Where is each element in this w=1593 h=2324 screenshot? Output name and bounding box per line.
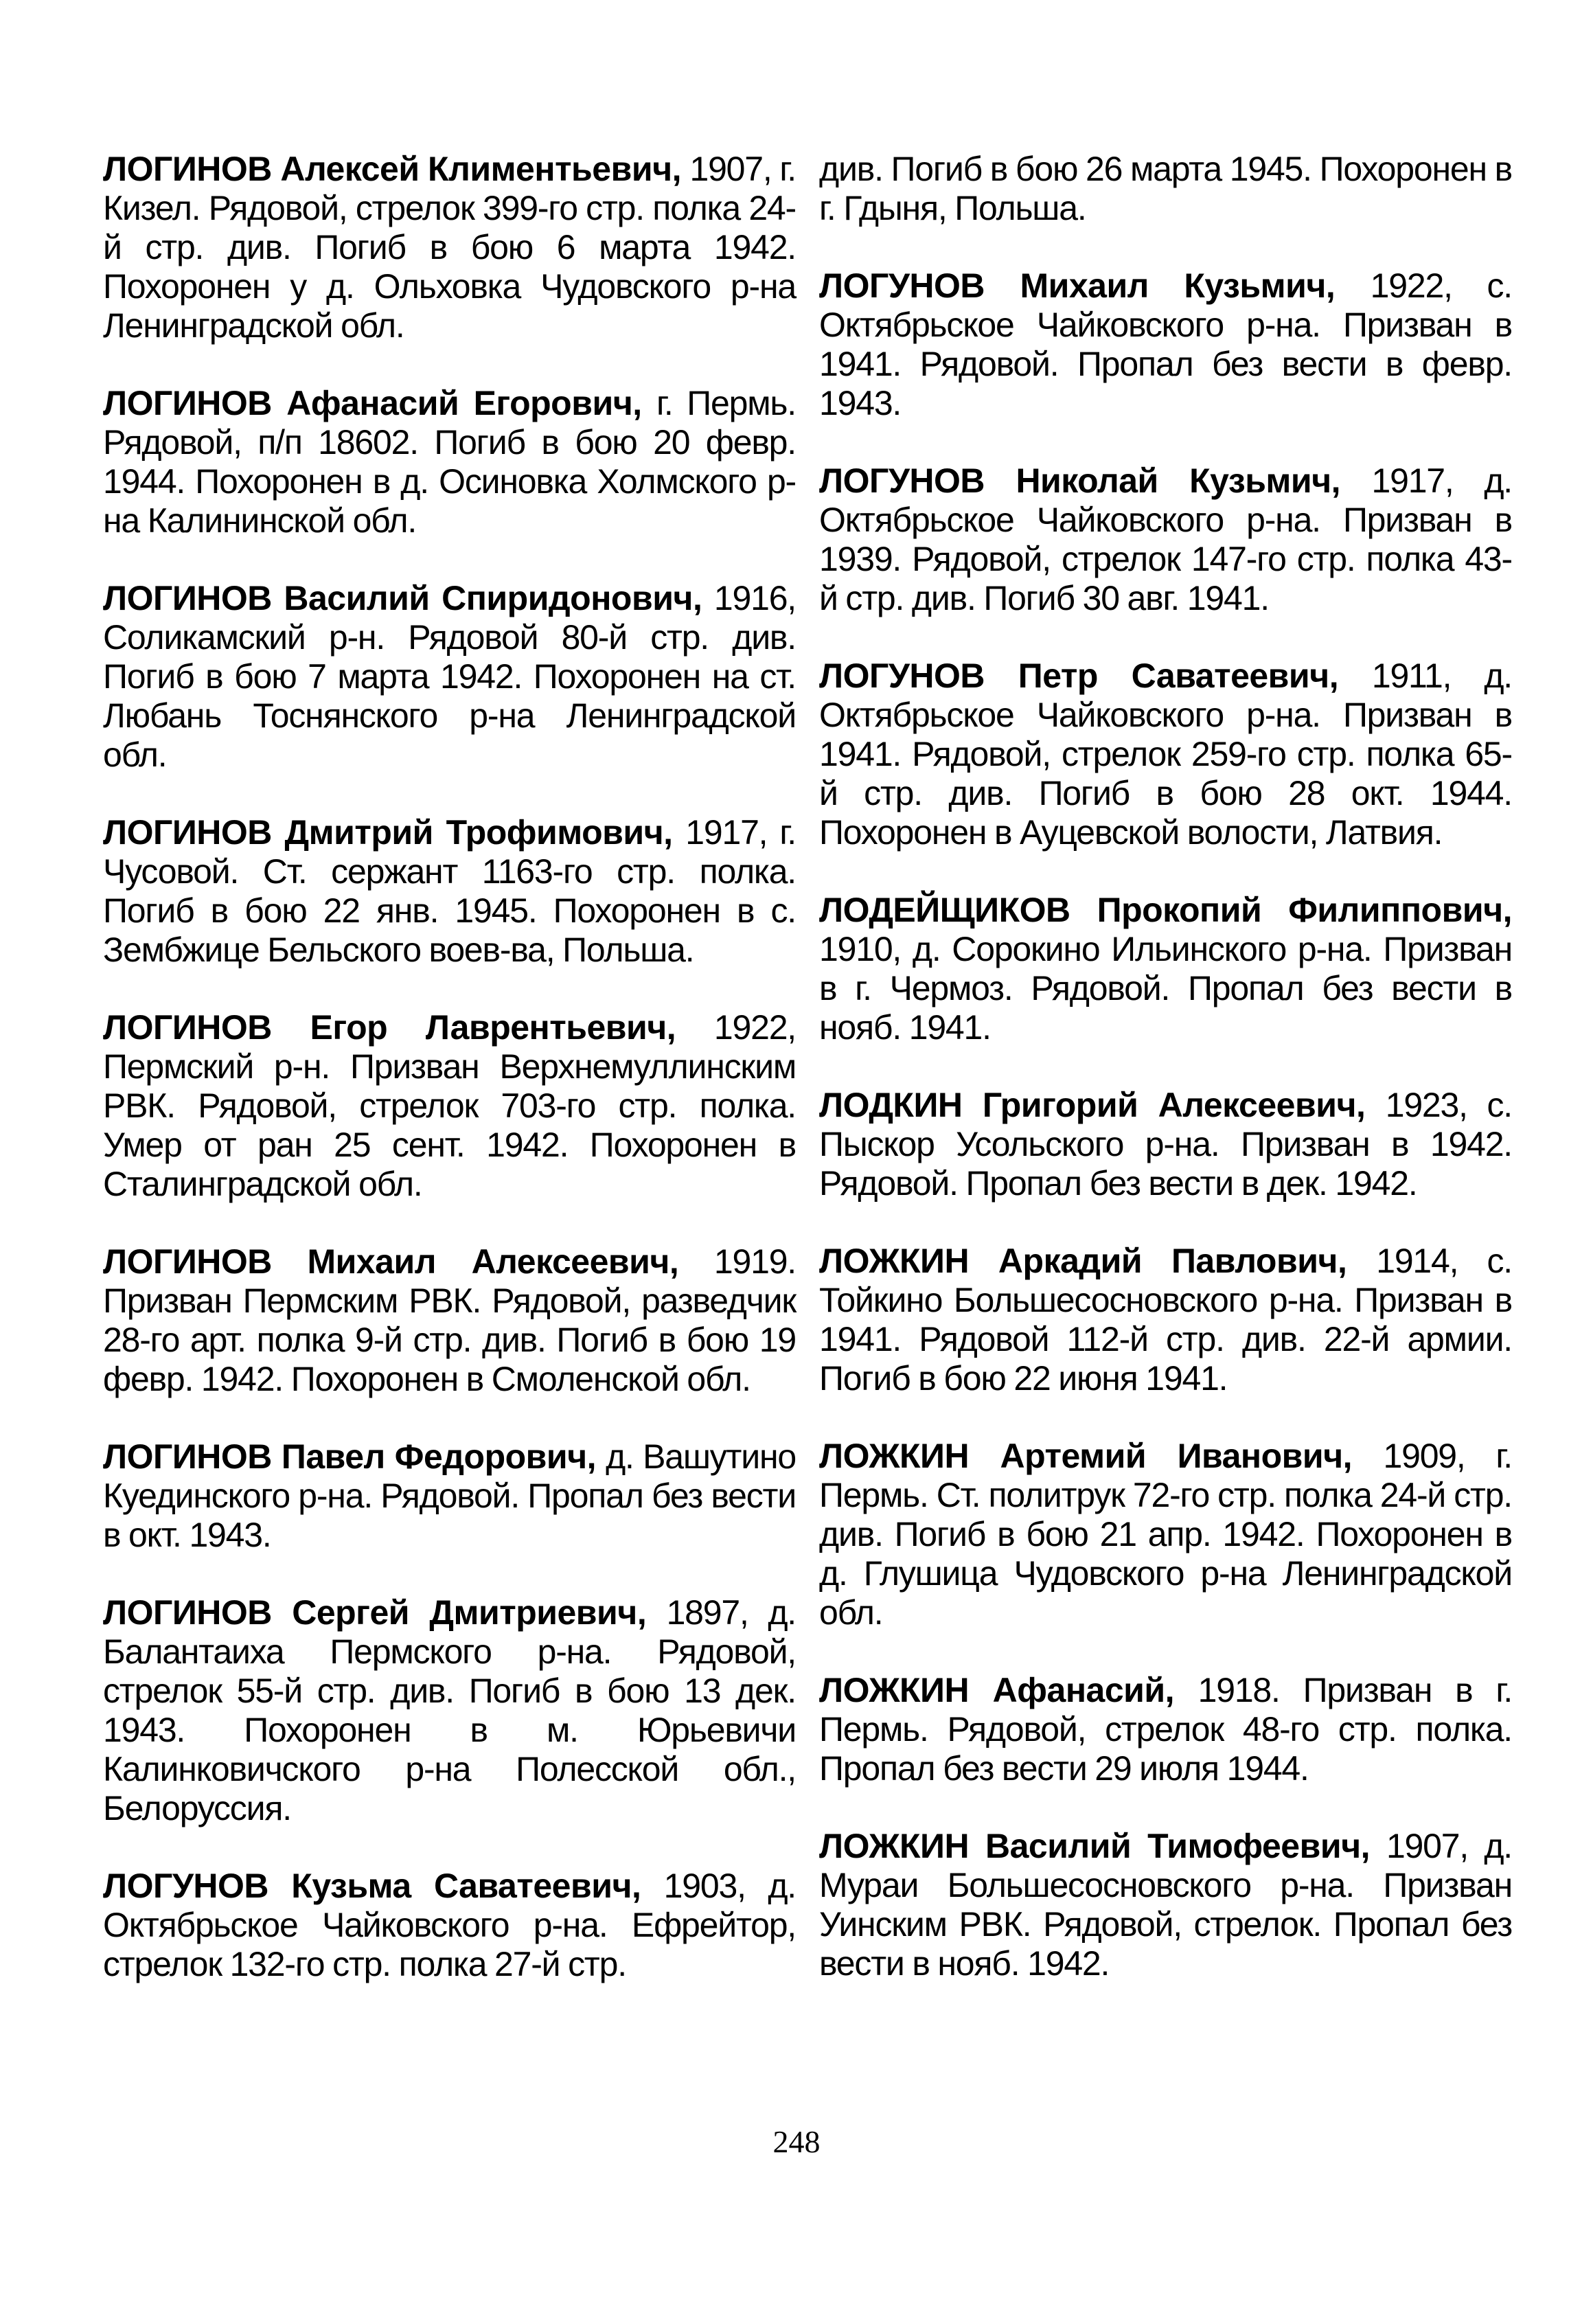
entry-details: 1910, д. Сорокино Ильинского р-на. Призван в г. Чермоз. Рядовой. Пропал без вести в нояб. 1941. bbox=[819, 930, 1512, 1047]
entry-details: 1916, Соликамский р-н. Рядовой 80-й стр. див. Погиб в бою 7 марта 1942. Похоронен на ст. Любань Тоснянского р-на Ленинградской обл. bbox=[103, 579, 796, 774]
memorial-entry bbox=[103, 384, 796, 540]
entry-person-name: ЛОГИНОВ Сергей Дмитриевич, bbox=[103, 1593, 667, 1632]
memorial-entry bbox=[819, 462, 1512, 618]
entry-person-name: ЛОЖКИН Аркадий Павлович, bbox=[819, 1242, 1377, 1280]
entry-details: див. Погиб в бою 26 марта 1945. Похоронен в г. Гдыня, Польша. bbox=[819, 150, 1512, 227]
memorial-entry bbox=[103, 1593, 796, 1828]
memorial-entry bbox=[819, 657, 1512, 852]
memorial-entry bbox=[819, 150, 1512, 228]
memorial-entry bbox=[103, 1867, 796, 1984]
entry-person-name: ЛОДКИН Григорий Алексеевич, bbox=[819, 1086, 1386, 1124]
memorial-entry bbox=[103, 150, 796, 345]
entry-details: 1923, с. Пыскор Усольского р-на. Призван в 1942. Рядовой. Пропал без вести в дек. 1942. bbox=[819, 1086, 1512, 1203]
memorial-entry bbox=[819, 1671, 1512, 1788]
entry-person-name: ЛОГИНОВ Афанасий Егорович, bbox=[103, 384, 656, 422]
memorial-entry bbox=[819, 266, 1512, 423]
entry-person-name: ЛОЖКИН Афанасий, bbox=[819, 1671, 1198, 1709]
entry-person-name: ЛОГУНОВ Петр Саватеевич, bbox=[819, 657, 1372, 695]
entry-person-name: ЛОЖКИН Артемий Иванович, bbox=[819, 1437, 1384, 1475]
memorial-entry bbox=[819, 891, 1512, 1047]
entry-details: 1909, г. Пермь. Ст. политрук 72-го стр. полка 24-й стр. див. Погиб в бою 21 апр. 1942. Похоронен в д. Глушица Чудовского р-на Ленинградской обл. bbox=[819, 1437, 1512, 1632]
entry-details: 1911, д. Октябрьское Чайковского р-на. Призван в 1941. Рядовой, стрелок 259-го стр. полка 65-й стр. див. Погиб в бою 28 окт. 1944. Похоронен в Ауцевской волости, Латвия. bbox=[819, 657, 1512, 852]
memorial-entry bbox=[103, 579, 796, 775]
entry-details: 1919. Призван Пермским РВК. Рядовой, разведчик 28-го арт. полка 9-й стр. див. Погиб в бою 19 февр. 1942. Похоронен в Смоленской обл. bbox=[103, 1242, 796, 1398]
entry-details: 1897, д. Балантаиха Пермского р-на. Рядовой, стрелок 55-й стр. див. Погиб в бою 13 дек. 1943. Похоронен в м. Юрьевичи Калинковичского р-на Полесской обл., Белоруссия. bbox=[103, 1593, 796, 1827]
entry-details: 1922, Пермский р-н. Призван Верхнемуллинским РВК. Рядовой, стрелок 703-го стр. полка. Умер от ран 25 сент. 1942. Похоронен в Сталинградской обл. bbox=[103, 1008, 796, 1203]
memorial-entry bbox=[819, 1827, 1512, 1983]
page-number: 248 bbox=[772, 2124, 821, 2159]
entry-details: 1903, д. Октябрьское Чайковского р-на. Ефрейтор, стрелок 132-го стр. полка 27-й стр. bbox=[103, 1867, 796, 1983]
memorial-entry bbox=[103, 1008, 796, 1204]
memorial-entry bbox=[819, 1086, 1512, 1203]
memorial-entry bbox=[103, 813, 796, 970]
entry-details: д. Вашутино Куединского р-на. Рядовой. Пропал без вести в окт. 1943. bbox=[103, 1437, 796, 1554]
entry-details: г. Пермь. Рядовой, п/п 18602. Погиб в бою 20 февр. 1944. Похоронен в д. Осиновка Холмского р-на Калининской обл. bbox=[103, 384, 796, 540]
entry-person-name: ЛОГИНОВ Михаил Алексеевич, bbox=[103, 1242, 714, 1281]
text-columns bbox=[103, 150, 1512, 1984]
column-left bbox=[103, 150, 796, 1984]
memorial-entry bbox=[819, 1242, 1512, 1398]
entry-person-name: ЛОГИНОВ Павел Федорович, bbox=[103, 1437, 606, 1476]
entry-person-name: ЛОГИНОВ Василий Спиридонович, bbox=[103, 579, 714, 617]
entry-person-name: ЛОГУНОВ Михаил Кузьмич, bbox=[819, 266, 1371, 305]
memorial-entry bbox=[103, 1437, 796, 1555]
entry-details: 1917, д. Октябрьское Чайковского р-на. Призван в 1939. Рядовой, стрелок 147-го стр. полка 43-й стр. див. Погиб 30 авг. 1941. bbox=[819, 462, 1512, 617]
entry-person-name: ЛОГУНОВ Кузьма Саватеевич, bbox=[103, 1867, 664, 1905]
entry-details: 1907, г. Кизел. Рядовой, стрелок 399-го стр. полка 24-й стр. див. Погиб в бою 6 марта 1942. Похоронен у д. Ольховка Чудовского р-на Ленинградской обл. bbox=[103, 150, 796, 345]
entry-details: 1922, с. Октябрьское Чайковского р-на. Призван в 1941. Рядовой. Пропал без вести в февр. 1943. bbox=[819, 266, 1512, 422]
entry-person-name: ЛОЖКИН Василий Тимофеевич, bbox=[819, 1827, 1386, 1865]
memorial-entry bbox=[103, 1242, 796, 1399]
entry-details: 1917, г. Чусовой. Ст. сержант 1163-го стр. полка. Погиб в бою 22 янв. 1945. Похоронен в с. Зембжице Бельского воев-ва, Польша. bbox=[103, 813, 796, 969]
entry-person-name: ЛОГИНОВ Алексей Климентьевич, bbox=[103, 150, 690, 188]
entry-details: 1907, д. Мураи Большесосновского р-на. Призван Уинским РВК. Рядовой, стрелок. Пропал без вести в нояб. 1942. bbox=[819, 1827, 1512, 1983]
entry-details: 1914, с. Тойкино Большесосновского р-на. Призван в 1941. Рядовой 112-й стр. див. 22-й армии. Погиб в бою 22 июня 1941. bbox=[819, 1242, 1512, 1398]
entry-person-name: ЛОГИНОВ Егор Лаврентьевич, bbox=[103, 1008, 714, 1047]
column-right bbox=[819, 150, 1512, 1984]
entry-details: 1918. Призван в г. Пермь. Рядовой, стрелок 48-го стр. полка. Пропал без вести 29 июля 1944. bbox=[819, 1671, 1513, 1788]
entry-person-name: ЛОДЕЙЩИКОВ Прокопий Филиппович, bbox=[819, 891, 1512, 929]
entry-person-name: ЛОГУНОВ Николай Кузьмич, bbox=[819, 462, 1372, 500]
memorial-entry bbox=[819, 1437, 1512, 1632]
entry-person-name: ЛОГИНОВ Дмитрий Трофимович, bbox=[103, 813, 686, 852]
